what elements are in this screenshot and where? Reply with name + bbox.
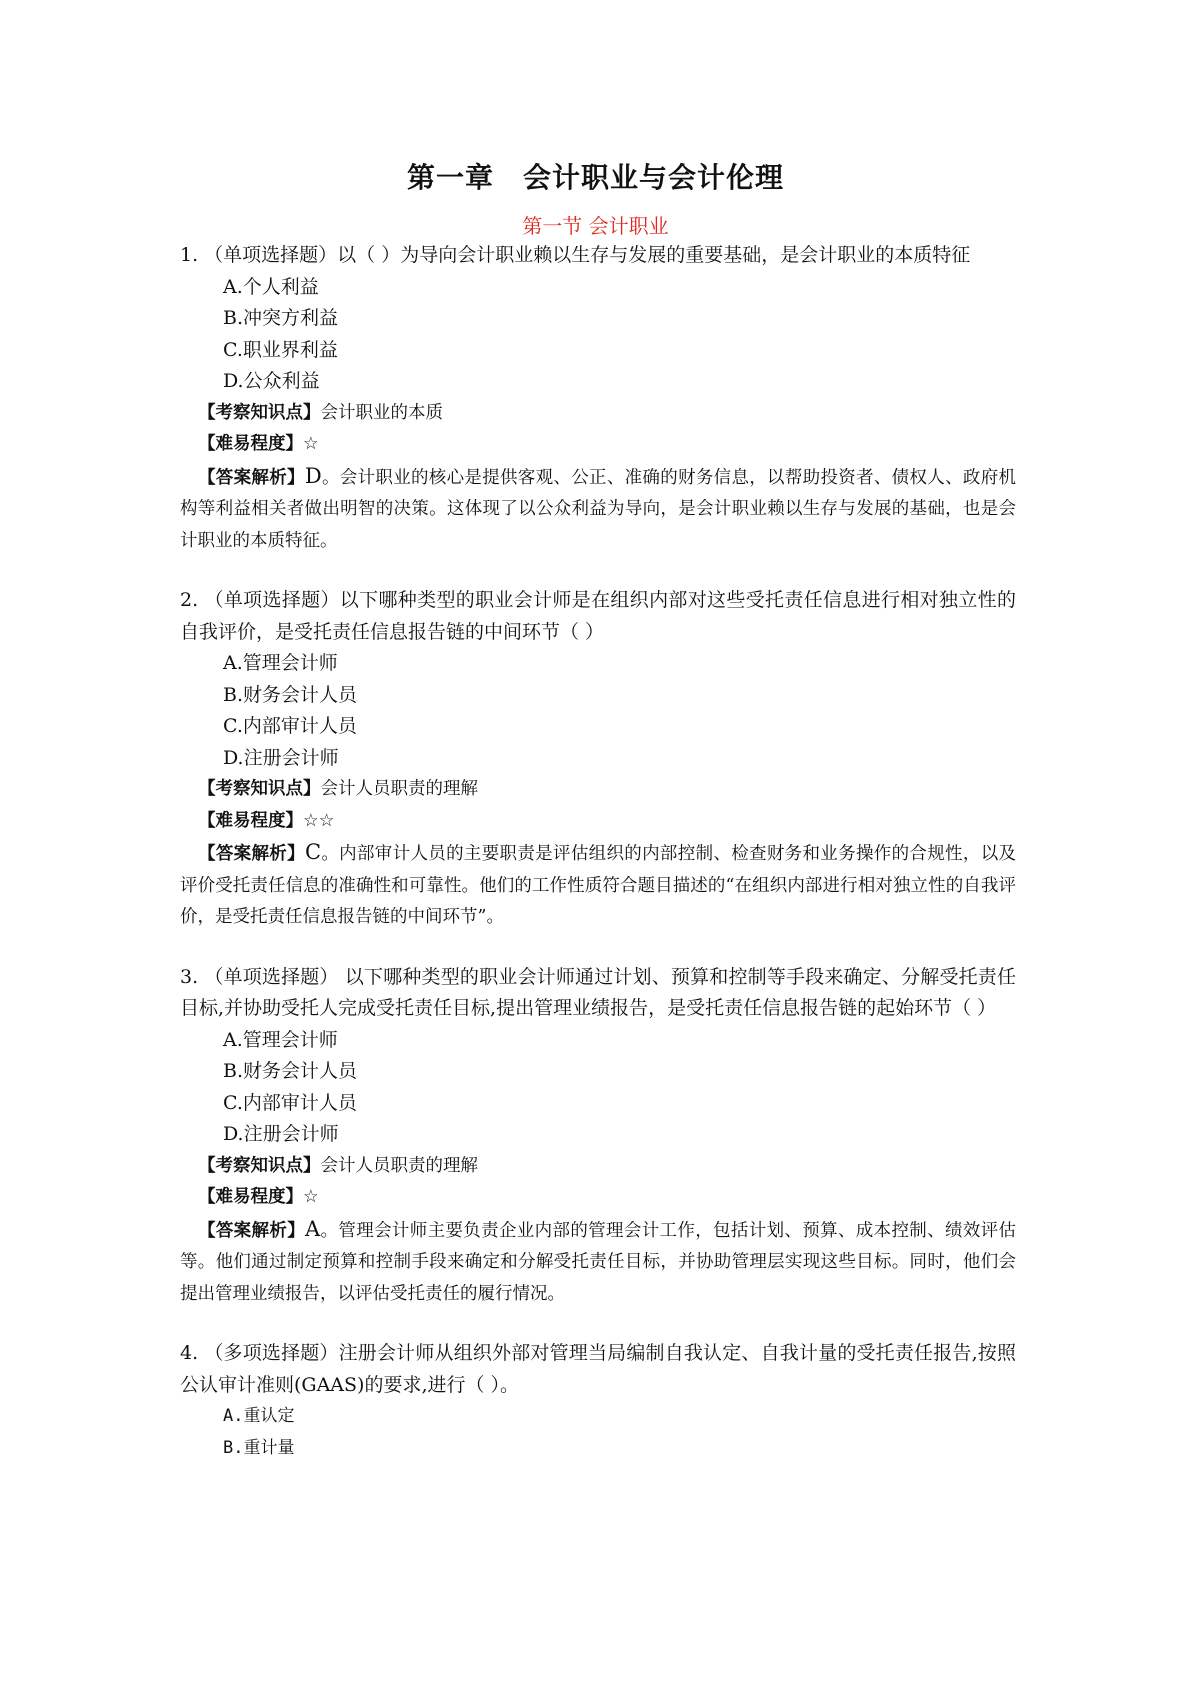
option-a: A.管理会计师 [223,652,338,674]
option-d: D.注册会计师 [223,1123,339,1145]
option-d: D.注册会计师 [223,746,339,769]
question-2 [180,585,1016,934]
knowledge-point [180,1151,1016,1183]
knowledge-point [180,398,1016,430]
option-c: C.内部审计人员 [223,715,357,737]
section-title: 第一节 会计职业 [522,214,669,238]
option-a: A.管理会计师 [223,1028,338,1051]
option-list [180,1025,1016,1151]
option-b: B.财务会计人员 [223,1060,358,1082]
question-1 [180,240,1016,557]
difficulty-stars: ☆ [303,1187,319,1207]
answer-analysis [180,461,1016,558]
knowledge-point-label: 【考察知识点】 [198,1155,321,1176]
answer-letter: A [305,1216,321,1241]
question-stem: 4. （多项选择题）注册会计师从组织外部对管理当局编制自我认定、自我计量的受托责任报告,按照公认审计准则(GAAS)的要求,进行（ ）。 [180,1342,1016,1396]
chapter-title: 第一章 会计职业与会计伦理 [406,161,784,194]
knowledge-point [180,774,1016,806]
analysis-text: 。会计职业的核心是提供客观、公正、准确的财务信息，以帮助投资者、债权人、政府机构等利益相关者做出明智的决策。这体现了以公众利益为导向，是会计职业赖以生存与发展的基础，也是会计职业的本质特征。 [180,467,1017,551]
question-stem: 1. （单项选择题）以（ ）为导向会计职业赖以生存与发展的重要基础，是会计职业的本质特征 [180,244,971,266]
question-3 [180,962,1016,1311]
answer-analysis [180,837,1016,934]
analysis-text: 。内部审计人员的主要职责是评估组织的内部控制、检查财务和业务操作的合规性，以及评价受托责任信息的准确性和可靠性。他们的工作性质符合题目描述的“在组织内部进行相对独立性的自我评价，是受托责任信息报告链的中间环节”。 [180,844,1017,927]
difficulty [180,1182,1016,1214]
option-c: C.内部审计人员 [223,1091,357,1114]
answer-analysis [180,1214,1016,1311]
option-list [180,648,1016,774]
option-d: D.公众利益 [223,370,320,392]
knowledge-point-label: 【考察知识点】 [198,779,321,799]
question-list [180,240,1016,1492]
analysis-label: 【答案解析】 [198,467,305,488]
option-b: B.冲突方利益 [223,307,339,329]
option-a: A.重认定 [223,1406,295,1426]
knowledge-point-value: 会计职业的本质 [320,402,443,423]
analysis-text: 。管理会计师主要负责企业内部的管理会计工作，包括计划、预算、成本控制、绩效评估等。他们通过制定预算和控制手段来确定和分解受托责任目标，并协助管理层实现这些目标。同时，他们会提出管理业绩报告，以评估受托责任的履行情况。 [180,1220,1017,1304]
difficulty-label: 【难易程度】 [198,810,303,831]
option-a: A.个人利益 [223,275,319,298]
option-b: B.重计量 [223,1437,295,1458]
option-c: C.职业界利益 [223,338,338,361]
question-stem: 3. （单项选择题） 以下哪种类型的职业会计师通过计划、预算和控制等手段来确定、分解受托责任目标,并协助受托人完成受托责任目标,提出管理业绩报告，是受托责任信息报告链的起始环节（ ） [180,965,1016,1019]
analysis-label: 【答案解析】 [198,1220,306,1241]
difficulty [180,429,1016,461]
difficulty-label: 【难易程度】 [198,434,303,454]
option-list [180,272,1016,398]
knowledge-point-value: 会计人员职责的理解 [320,779,478,799]
knowledge-point-label: 【考察知识点】 [198,402,321,423]
difficulty [180,806,1016,838]
analysis-label: 【答案解析】 [198,844,305,864]
answer-letter: C [304,840,322,864]
question-4 [180,1338,1016,1464]
question-stem: 2. （单项选择题）以下哪种类型的职业会计师是在组织内部对这些受托责任信息进行相对独立性的自我评价，是受托责任信息报告链的中间环节（ ） [180,589,1016,643]
difficulty-stars: ☆ [303,434,319,454]
difficulty-label: 【难易程度】 [198,1187,303,1207]
knowledge-point-value: 会计人员职责的理解 [320,1155,478,1176]
option-list [180,1401,1016,1464]
option-b: B.财务会计人员 [223,683,358,706]
difficulty-stars: ☆☆ [303,810,335,831]
answer-letter: D [304,463,322,488]
